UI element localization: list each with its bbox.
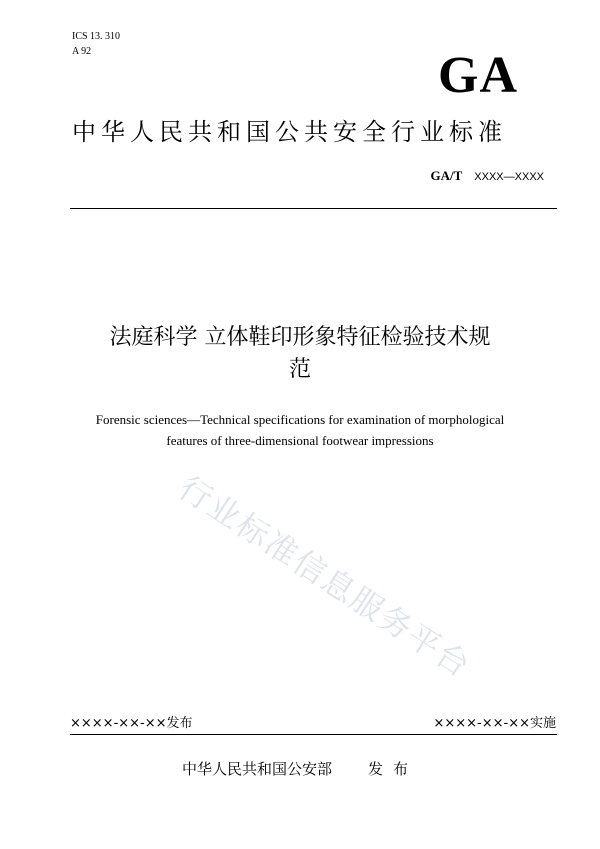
watermark: 行业标准信息服务平台 xyxy=(172,468,478,686)
english-title-line-1: Forensic sciences—Technical specifications for examination of morphological xyxy=(95,412,505,427)
standard-code xyxy=(431,168,545,185)
publish-verb: 发布 xyxy=(368,760,419,778)
publisher xyxy=(0,759,600,779)
english-title-line-2: features of three-dimensional footwear impressions xyxy=(166,433,434,448)
chinese-title xyxy=(60,322,540,386)
chinese-title-line-2: 范 xyxy=(288,357,311,382)
footer-divider xyxy=(70,734,557,735)
publisher-name: 中华人民共和国公安部 xyxy=(181,760,332,778)
chinese-title-line-1: 法庭科学 立体鞋印形象特征检验技术规 xyxy=(109,325,491,350)
english-title xyxy=(40,409,560,451)
ccs-code: A 92 xyxy=(72,46,92,57)
standard-code-number: XXXX—XXXX xyxy=(474,171,544,183)
standard-code-prefix: GA/T xyxy=(430,168,463,183)
issue-date: ××××-××-××发布 xyxy=(70,716,193,731)
ics-code: ICS 13. 310 xyxy=(72,31,121,42)
ga-logo: GA xyxy=(438,47,518,104)
standard-type-title: 中华人民共和国公共安全行业标准 xyxy=(72,118,507,146)
header-divider xyxy=(70,208,557,209)
implementation-date: ××××-××-××实施 xyxy=(433,716,556,731)
